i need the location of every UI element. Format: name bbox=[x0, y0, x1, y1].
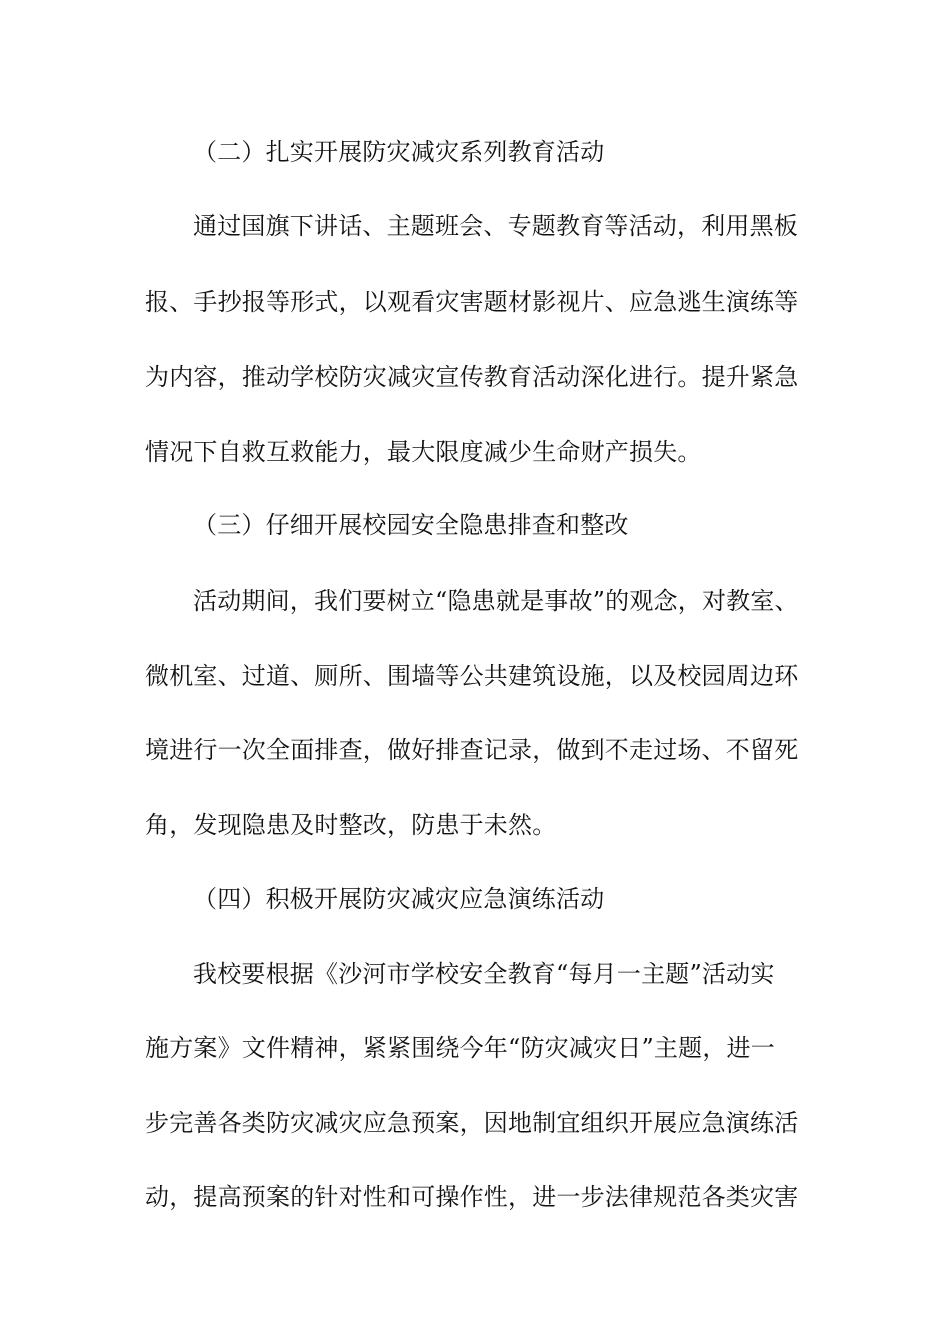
section-4-paragraph-line-1: 我校要根据《沙河市学校安全教育“每月一主题”活动实 bbox=[193, 960, 775, 988]
section-3-paragraph-line-2: 微机室、过道、厕所、围墙等公共建筑设施，以及校园周边环 bbox=[145, 662, 799, 690]
section-2-heading: （二）扎实开展防灾减灾系列教育活动 bbox=[193, 138, 605, 166]
section-2-paragraph-line-1: 通过国旗下讲话、主题班会、专题教育等活动，利用黑板 bbox=[193, 212, 798, 240]
section-3-heading: （三）仔细开展校园安全隐患排查和整改 bbox=[193, 511, 629, 539]
section-3-paragraph-line-1: 活动期间，我们要树立“隐患就是事故”的观念，对教室、 bbox=[193, 587, 799, 615]
section-2-paragraph-line-2: 报、手抄报等形式，以观看灾害题材影视片、应急逃生演练等 bbox=[145, 288, 799, 316]
section-4-paragraph-line-2: 施方案》文件精神，紧紧围绕今年“防灾减灾日”主题，进一 bbox=[145, 1034, 775, 1062]
section-3-paragraph-line-3: 境进行一次全面排查，做好排查记录，做到不走过场、不留死 bbox=[145, 736, 799, 764]
section-4-heading: （四）积极开展防灾减灾应急演练活动 bbox=[193, 885, 605, 913]
section-2-paragraph-line-3: 为内容，推动学校防灾减灾宣传教育活动深化进行。提升紧急 bbox=[145, 363, 799, 391]
section-4-paragraph-line-4: 动，提高预案的针对性和可操作性，进一步法律规范各类灾害 bbox=[145, 1183, 799, 1211]
section-3-paragraph-line-4: 角，发现隐患及时整改，防患于未然。 bbox=[145, 811, 557, 839]
section-2-paragraph-line-4: 情况下自救互救能力，最大限度减少生命财产损失。 bbox=[145, 438, 702, 466]
section-4-paragraph-line-3: 步完善各类防灾减灾应急预案，因地制宜组织开展应急演练活 bbox=[145, 1109, 799, 1137]
